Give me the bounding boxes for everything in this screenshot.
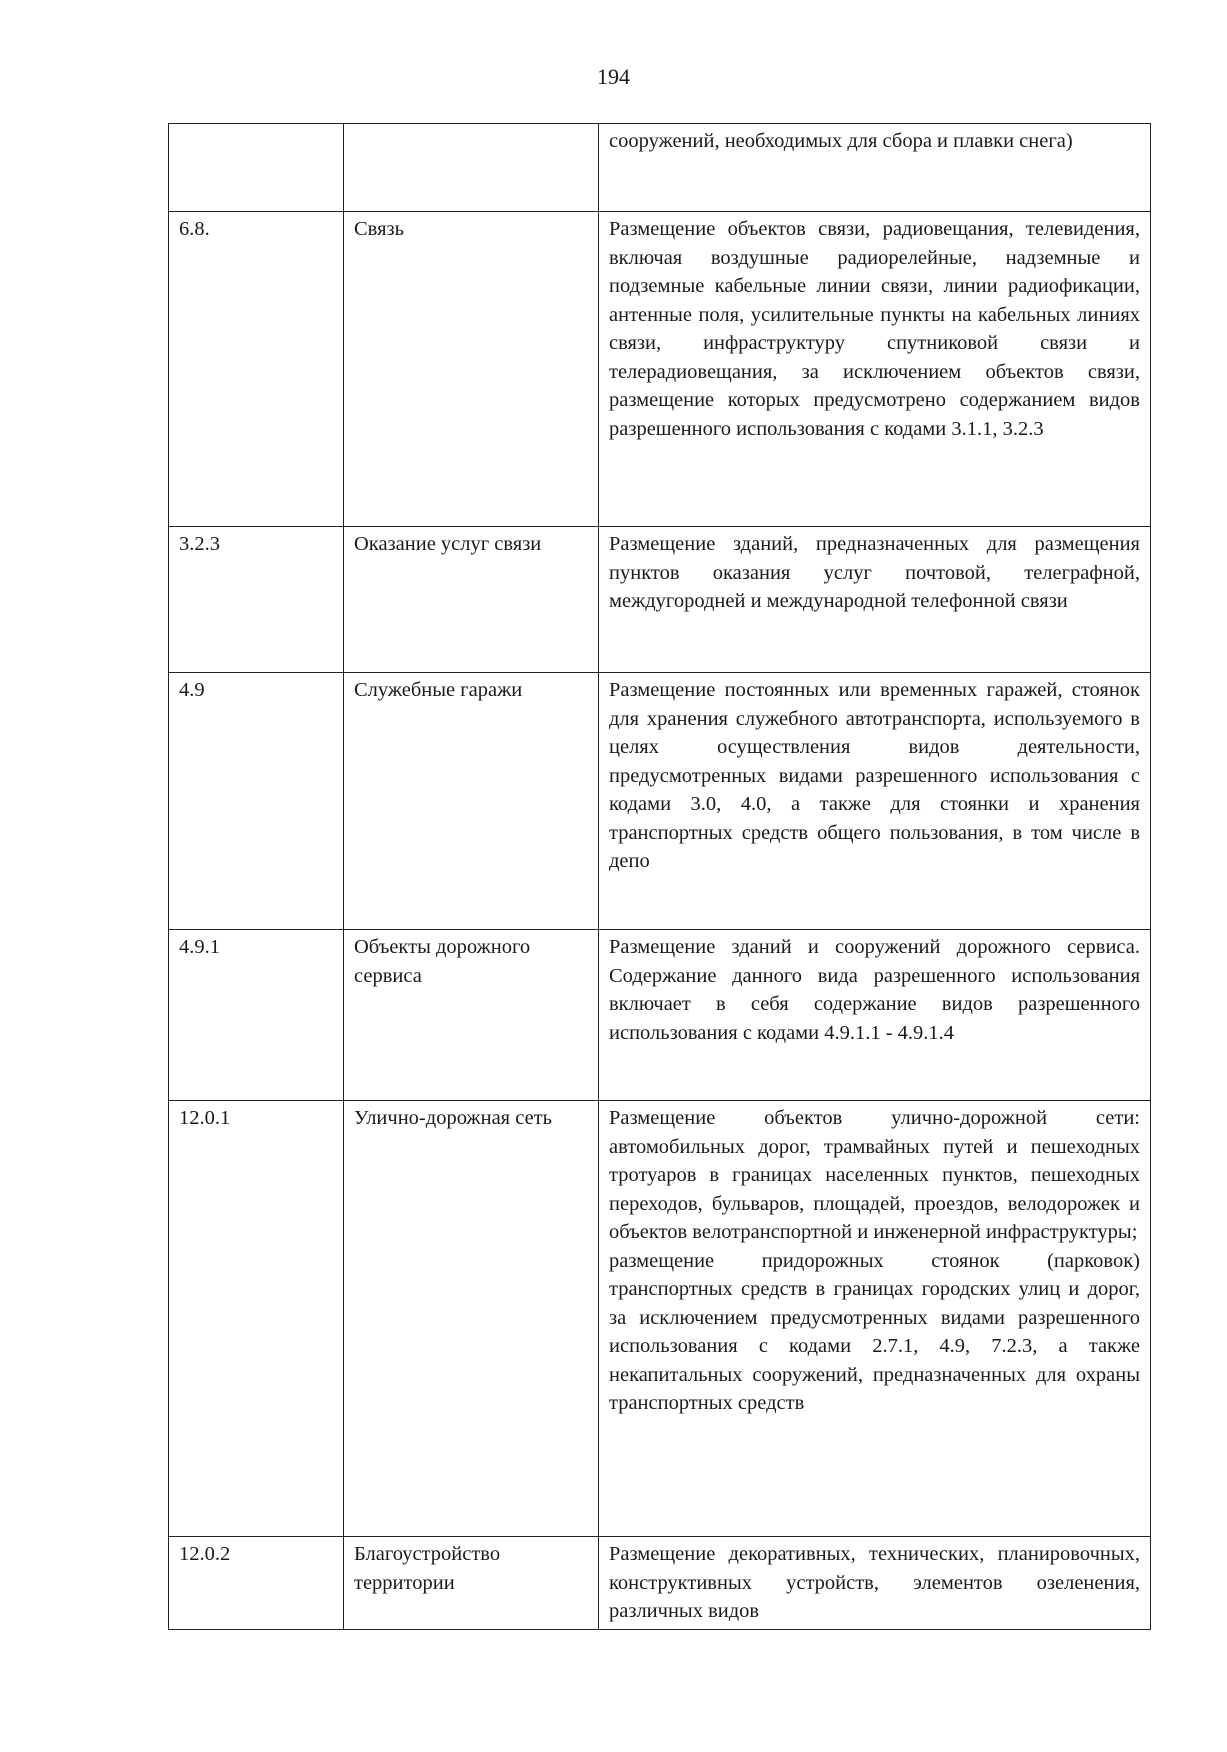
table-row xyxy=(169,673,1151,930)
table-row xyxy=(169,930,1151,1101)
description-text: Размещение декоративных, технических, планировочных, конструктивных устройств, элементов озеленения, различных видов xyxy=(609,1543,1140,1622)
code-cell: 3.2.3 xyxy=(169,527,344,673)
code-cell: 4.9 xyxy=(169,673,344,930)
description-cell xyxy=(599,124,1151,212)
table-row xyxy=(169,1101,1151,1537)
name-cell: Улично-дорожная сеть xyxy=(344,1101,599,1537)
description-cell xyxy=(599,527,1151,673)
description-text: Размещение зданий, предназначенных для размещения пунктов оказания услуг почтовой, телеграфной, междугородней и международной телефонной связи xyxy=(609,533,1140,612)
name-cell: Служебные гаражи xyxy=(344,673,599,930)
table-row xyxy=(169,212,1151,527)
description-text: размещение придорожных стоянок (парковок) транспортных средств в границах городских улиц и дорог, за исключением предусмотренных видами разрешенного использования с кодами 2.7.1, 4.9, 7.2.3, а также некапитальных сооружений, предназначенных для охраны транспортных средств xyxy=(609,1249,1140,1414)
description-cell xyxy=(599,673,1151,930)
description-text: Размещение объектов улично-дорожной сети: автомобильных дорог, трамвайных путей и пешеходных тротуаров в границах населенных пунктов, пешеходных переходов, бульваров, площадей, проездов, велодорожек и объектов велотранспортной и инженерной инфраструктуры; xyxy=(609,1107,1140,1243)
table-row xyxy=(169,124,1151,212)
description-text: Размещение постоянных или временных гаражей, стоянок для хранения служебного автотранспорта, используемого в целях осуществления видов деятельности, предусмотренных видами разрешенного использования с кодами 3.0, 4.0, а также для стоянки и хранения транспортных средств общего пользования, в том числе в депо xyxy=(609,679,1140,872)
table-row xyxy=(169,527,1151,673)
description-cell xyxy=(599,1537,1151,1630)
land-use-table xyxy=(168,123,1151,1630)
code-cell: 4.9.1 xyxy=(169,930,344,1101)
description-cell xyxy=(599,1101,1151,1537)
name-cell: Объекты дорожного сервиса xyxy=(344,930,599,1101)
description-cell xyxy=(599,930,1151,1101)
table-row xyxy=(169,1537,1151,1630)
name-cell xyxy=(344,124,599,212)
code-cell: 12.0.1 xyxy=(169,1101,344,1537)
description-cell xyxy=(599,212,1151,527)
name-cell: Благоустройство территории xyxy=(344,1537,599,1630)
description-text: Размещение объектов связи, радиовещания, телевидения, включая воздушные радиорелейные, надземные и подземные кабельные линии связи, линии радиофикации, антенные поля, усилительные пункты на кабельных линиях связи, инфраструктуру спутниковой связи и телерадиовещания, за исключением объектов связи, размещение которых предусмотрено содержанием видов разрешенного использования с кодами 3.1.1, 3.2.3 xyxy=(609,218,1140,440)
name-cell: Оказание услуг связи xyxy=(344,527,599,673)
name-cell: Связь xyxy=(344,212,599,527)
code-cell: 6.8. xyxy=(169,212,344,527)
code-cell xyxy=(169,124,344,212)
description-text: Размещение зданий и сооружений дорожного сервиса. Содержание данного вида разрешенного использования включает в себя содержание видов разрешенного использования с кодами 4.9.1.1 - 4.9.1.4 xyxy=(609,936,1140,1044)
code-cell: 12.0.2 xyxy=(169,1537,344,1630)
description-text: сооружений, необходимых для сбора и плавки снега) xyxy=(609,130,1073,152)
page-number: 194 xyxy=(597,64,630,89)
